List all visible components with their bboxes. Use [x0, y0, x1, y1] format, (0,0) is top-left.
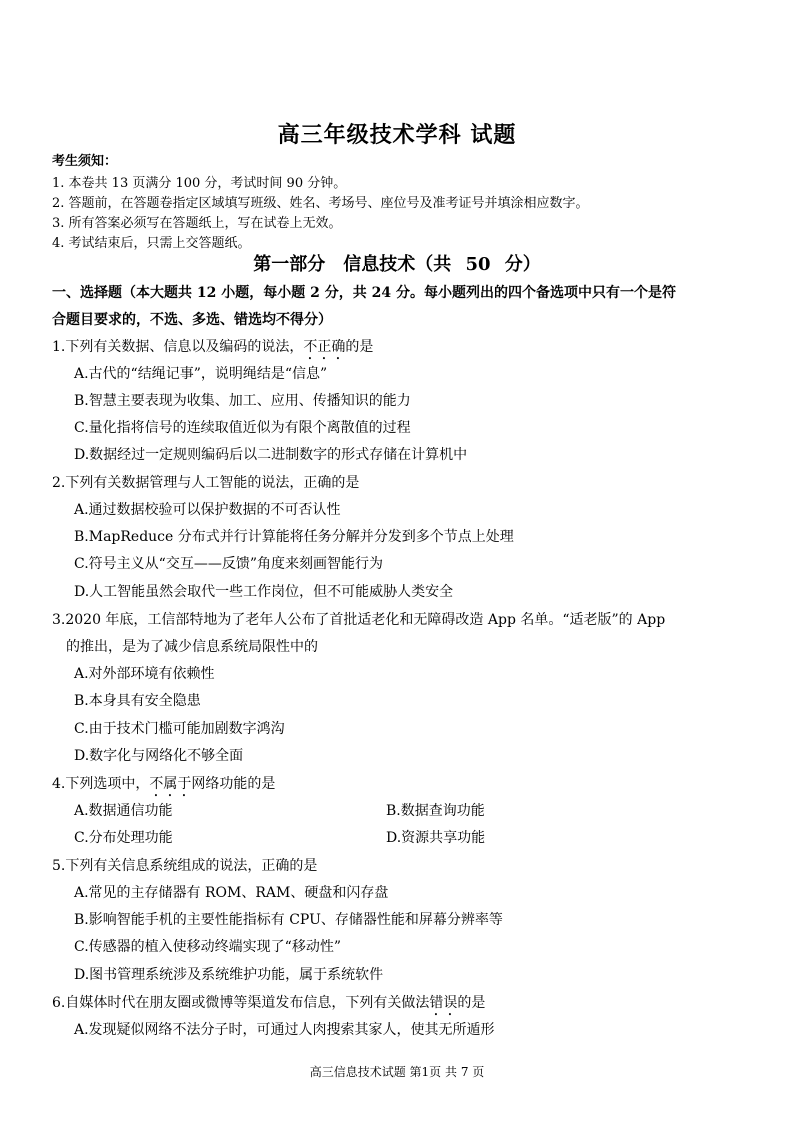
notice-item: 1. 本卷共 13 页满分 100 分，考试时间 90 分钟。: [52, 176, 347, 191]
question-4-stem: 4.下列选项中，不属于网络功能的是: [52, 776, 276, 792]
question-3-option-d: D.数字化与网络化不够全面: [74, 748, 244, 764]
question-1-stem: 1.下列有关数据、信息以及编码的说法，不正确的是: [52, 339, 374, 355]
question-2-option-c: C.符号主义从“交互——反馈”角度来刻画智能行为: [74, 556, 383, 572]
page-title: 高三年级技术学科 试题: [277, 122, 517, 148]
question-1-option-c: C.量化指将信号的连续取值近似为有限个离散值的过程: [74, 420, 411, 436]
question-2-stem: 2.下列有关数据管理与人工智能的说法，正确的是: [52, 475, 360, 491]
question-3-option-a: A.对外部环境有依赖性: [74, 666, 215, 682]
question-4-option-b: B.数据查询功能: [386, 803, 485, 819]
notice-item: 3. 所有答案必须写在答题纸上，写在试卷上无效。: [52, 216, 342, 231]
question-3-option-c: C.由于技术门槛可能加剧数字鸿沟: [74, 721, 285, 737]
question-4-option-d: D.资源共享功能: [386, 830, 486, 846]
question-1-option-d: D.数据经过一定规则编码后以二进制数字的形式存储在计算机中: [74, 447, 468, 463]
question-3-stem-cont: 的推出，是为了减少信息系统局限性中的: [66, 639, 318, 655]
question-3-stem: 3.2020 年底，工信部特地为了老年人公布了首批适老化和无障碍改造 App 名单。“适老版”的 App: [52, 612, 666, 628]
section-instruction-line2: 合题目要求的，不选、多选、错选均不得分）: [52, 312, 332, 328]
notice-item: 4. 考试结束后，只需上交答题纸。: [52, 236, 251, 251]
section-instruction-line1: 一、选择题（本大题共 12 小题，每小题 2 分，共 24 分。每小题列出的四个备选项中只有一个是符: [52, 285, 676, 301]
question-5-option-a: A.常见的主存储器有 ROM、RAM、硬盘和闪存盘: [74, 885, 389, 901]
emphasis-text: 错误: [429, 995, 458, 1011]
question-2-option-a: A.通过数据校验可以保护数据的不可否认性: [74, 502, 341, 518]
question-3-option-b: B.本身具有安全隐患: [74, 693, 201, 709]
question-2-option-b: B.MapReduce 分布式并行计算能将任务分解并分发到多个节点上处理: [74, 529, 514, 545]
question-2-option-d: D.人工智能虽然会取代一些工作岗位，但不可能威胁人类安全: [74, 584, 454, 600]
question-4-option-a: A.数据通信功能: [74, 803, 173, 819]
notice-heading: 考生须知：: [52, 154, 118, 169]
question-4-option-c: C.分布处理功能: [74, 830, 173, 846]
question-6-option-a: A.发现疑似网络不法分子时，可通过人肉搜索其家人，使其无所遁形: [74, 1022, 495, 1038]
question-5-option-b: B.影响智能手机的主要性能指标有 CPU、存储器性能和屏幕分辨率等: [74, 912, 503, 928]
question-5-option-d: D.图书管理系统涉及系统维护功能，属于系统软件: [74, 967, 384, 983]
part-title: 第一部分 信息技术（共 50 分）: [253, 254, 541, 275]
question-5-stem: 5.下列有关信息系统组成的说法，正确的是: [52, 858, 318, 874]
emphasis-text: 不正确: [303, 339, 346, 355]
notice-item: 2. 答题前，在答题卷指定区域填写班级、姓名、考场号、座位号及准考证号并填涂相应数字。: [52, 196, 589, 211]
page-footer: 高三信息技术试题 第1页 共 7 页: [309, 1065, 485, 1079]
question-1-option-a: A.古代的“结绳记事”，说明绳结是“信息”: [74, 366, 328, 382]
question-1-option-b: B.智慧主要表现为收集、加工、应用、传播知识的能力: [74, 393, 411, 409]
emphasis-text: 不属于: [149, 776, 192, 792]
question-5-option-c: C.传感器的植入使移动终端实现了“移动性”: [74, 939, 341, 955]
question-6-stem: 6.自媒体时代在朋友圈或微博等渠道发布信息，下列有关做法错误的是: [52, 995, 486, 1011]
